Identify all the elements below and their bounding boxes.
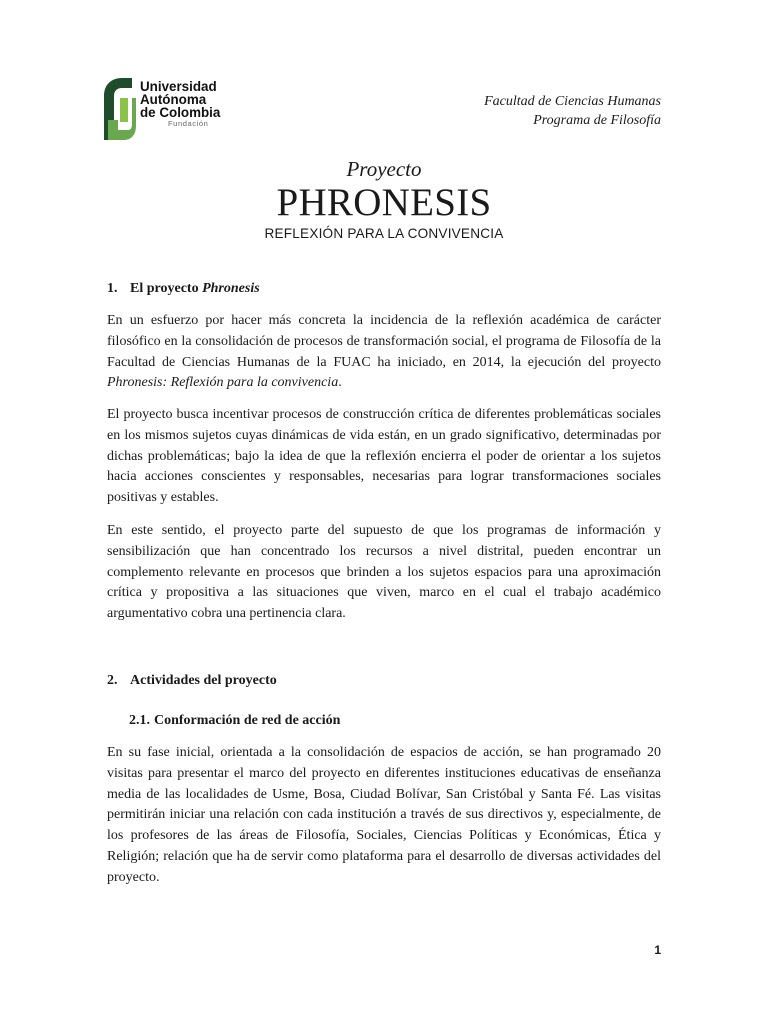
university-emblem-icon [98, 74, 138, 142]
section-2-heading [107, 672, 277, 690]
title-prefix: Proyecto [346, 157, 422, 181]
program-name: Programa de Filosofía [533, 113, 661, 128]
section-1-heading-italic: Phronesis [202, 281, 260, 296]
section-1-number: 1. [107, 281, 118, 296]
subsection-2-1-heading [129, 712, 340, 730]
section-2-heading-text: Actividades del proyecto [130, 673, 277, 688]
subsection-2-1-heading-text: Conformación de red de acción [154, 713, 341, 728]
logo-line-1: Universidad [140, 79, 217, 94]
university-logo [98, 74, 238, 142]
section-1-p1-text: En un esfuerzo por hacer más concreta la incidencia de la reflexión académica de carácter filosófico en la consolidación de procesos de transformación social, el programa de Filosofía de la Facultad de Ciencias Humanas de la FUAC ha iniciado, en 2014, la ejecución del proyecto [107, 313, 661, 370]
logo-line-3: de Colombia [140, 105, 221, 120]
section-1-paragraph-3: En este sentido, el proyecto parte del supuesto de que los programas de información y sensibilización que han concentrado los recursos a nivel distrital, pueden encontrar un complemento relevante en procesos que brinden a los sujetos espacios para una aproximación crítica y propositiva a las situaciones que viven, marco en el cual el trabajo académico argumentativo cobra una pertinencia clara. [107, 523, 661, 622]
section-2-number: 2. [107, 673, 118, 688]
section-1-p1-end: . [338, 375, 342, 391]
section-1-heading-text: El proyecto [130, 281, 203, 296]
section-1-paragraph-2: El proyecto busca incentivar procesos de construcción crítica de diferentes problemáticas sociales en los mismos sujetos cuyas dinámicas de vida están, en un grado significativo, determinadas por dichas problemáticas; bajo la idea de que la reflexión encierra el poder de orientar a los sujetos hacia acciones conscientes y responsables, necesarias para lograr transformaciones sociales positivas y estables. [107, 407, 661, 506]
section-1-paragraph-1 [107, 311, 661, 394]
section-1-heading [107, 280, 260, 298]
faculty-name: Facultad de Ciencias Humanas [484, 94, 661, 109]
faculty-header [484, 92, 661, 130]
page-subtitle: REFLEXIÓN PARA LA CONVIVENCIA [264, 226, 504, 241]
logo-line-4: Fundación [168, 119, 209, 128]
subsection-2-1-number: 2.1. [129, 713, 150, 728]
logo-wordmark [140, 80, 220, 128]
section-2-paragraph-1: En su fase inicial, orientada a la consolidación de espacios de acción, se han programado 20 visitas para presentar el marco del proyecto en diferentes instituciones educativas de enseñanza media de las localidades de Usme, Bosa, Ciudad Bolívar, San Cristóbal y Santa Fé. Las visitas permitirán iniciar una relación con cada institución a través de sus directivos y, especialmente, de los profesores de las áreas de Filosofía, Sociales, Ciencias Políticas y Económicas, Ética y Religión; relación que ha de servir como plataforma para el desarrollo de diversas actividades del proyecto. [107, 745, 661, 885]
logo-line-2: Autónoma [140, 92, 207, 107]
page-number: 1 [654, 943, 661, 957]
section-1-p1-italic: Phronesis: Reflexión para la convivencia [107, 375, 339, 391]
page-title: PHRONESIS [276, 181, 492, 224]
